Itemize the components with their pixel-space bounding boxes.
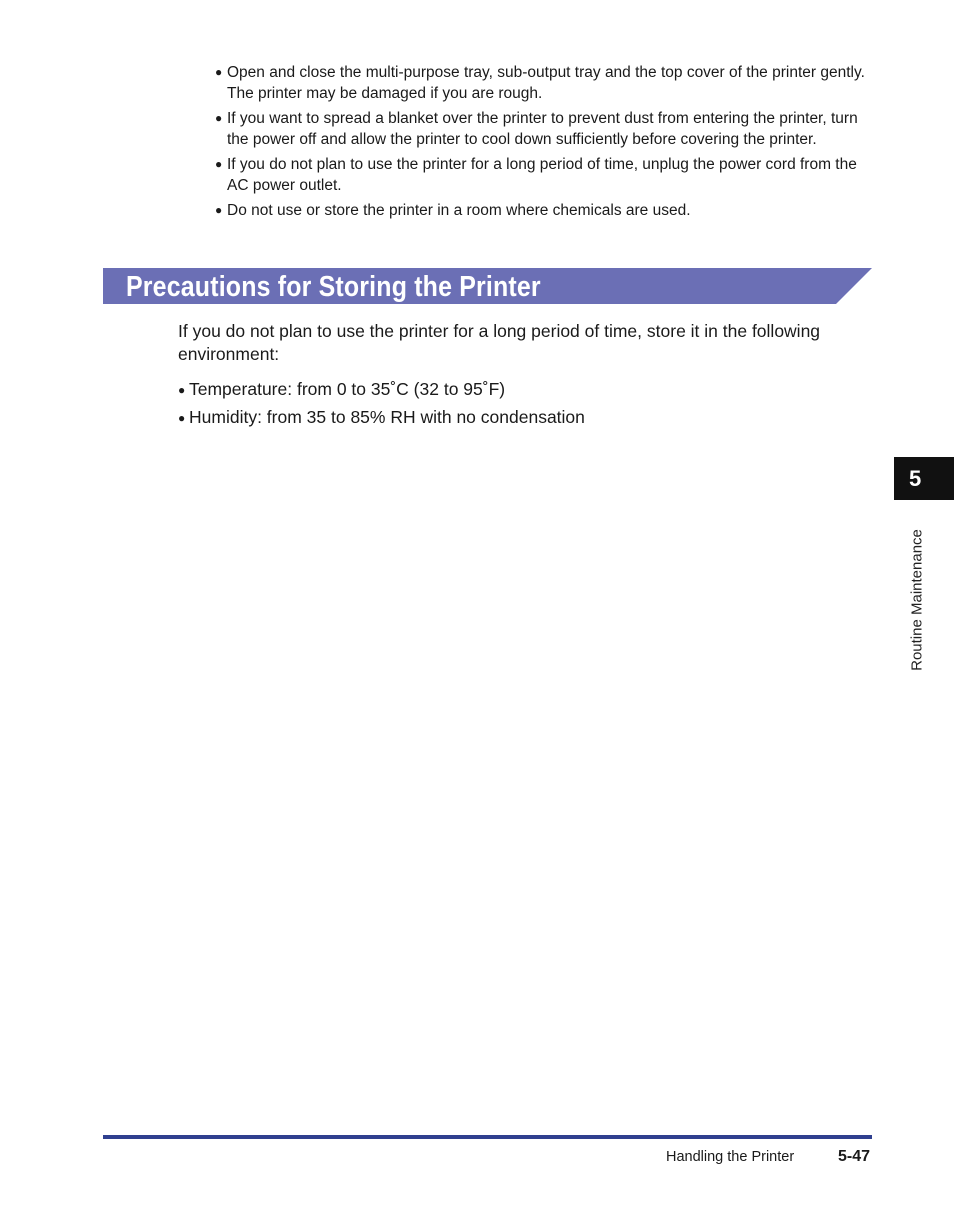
bullet-icon: ● — [178, 411, 186, 425]
list-item — [178, 406, 585, 429]
chapter-number-tab[interactable]: 5 — [894, 457, 954, 500]
caution-text: Open and close the multi-purpose tray, sub-output tray and the top cover of the printer gently. The printer may be damaged if you are rough. — [227, 64, 865, 102]
environment-text: Temperature: from 0 to 35˚C (32 to 95˚F) — [189, 379, 506, 399]
intro-paragraph: If you do not plan to use the printer for a long period of time, store it in the following environment: — [178, 321, 821, 364]
bullet-icon: ● — [215, 111, 223, 125]
section-title: Precautions for Storing the Printer — [126, 271, 541, 303]
caution-bullet-list — [215, 62, 875, 225]
bullet-icon: ● — [215, 157, 223, 171]
caution-text: If you want to spread a blanket over the printer to prevent dust from entering the printer, turn the power off and allow the printer to cool down sufficiently before covering the printer. — [227, 110, 858, 148]
environment-text: Humidity: from 35 to 85% RH with no condensation — [189, 407, 585, 427]
caution-text: Do not use or store the printer in a room where chemicals are used. — [227, 202, 691, 219]
footer-section-name: Handling the Printer — [666, 1149, 795, 1165]
list-item — [215, 62, 875, 104]
chapter-name-label: Routine Maintenance — [908, 529, 926, 671]
footer-rule — [103, 1135, 872, 1139]
list-item — [215, 200, 875, 221]
bullet-icon: ● — [178, 383, 186, 397]
section-heading-banner — [103, 268, 872, 304]
environment-list — [178, 378, 585, 434]
caution-text: If you do not plan to use the printer for a long period of time, unplug the power cord from the AC power outlet. — [227, 156, 857, 194]
page-number: 5-47 — [838, 1148, 871, 1165]
list-item — [178, 378, 585, 401]
list-item — [215, 154, 875, 196]
bullet-icon: ● — [215, 203, 223, 217]
bullet-icon: ● — [215, 65, 223, 79]
list-item — [215, 108, 875, 150]
